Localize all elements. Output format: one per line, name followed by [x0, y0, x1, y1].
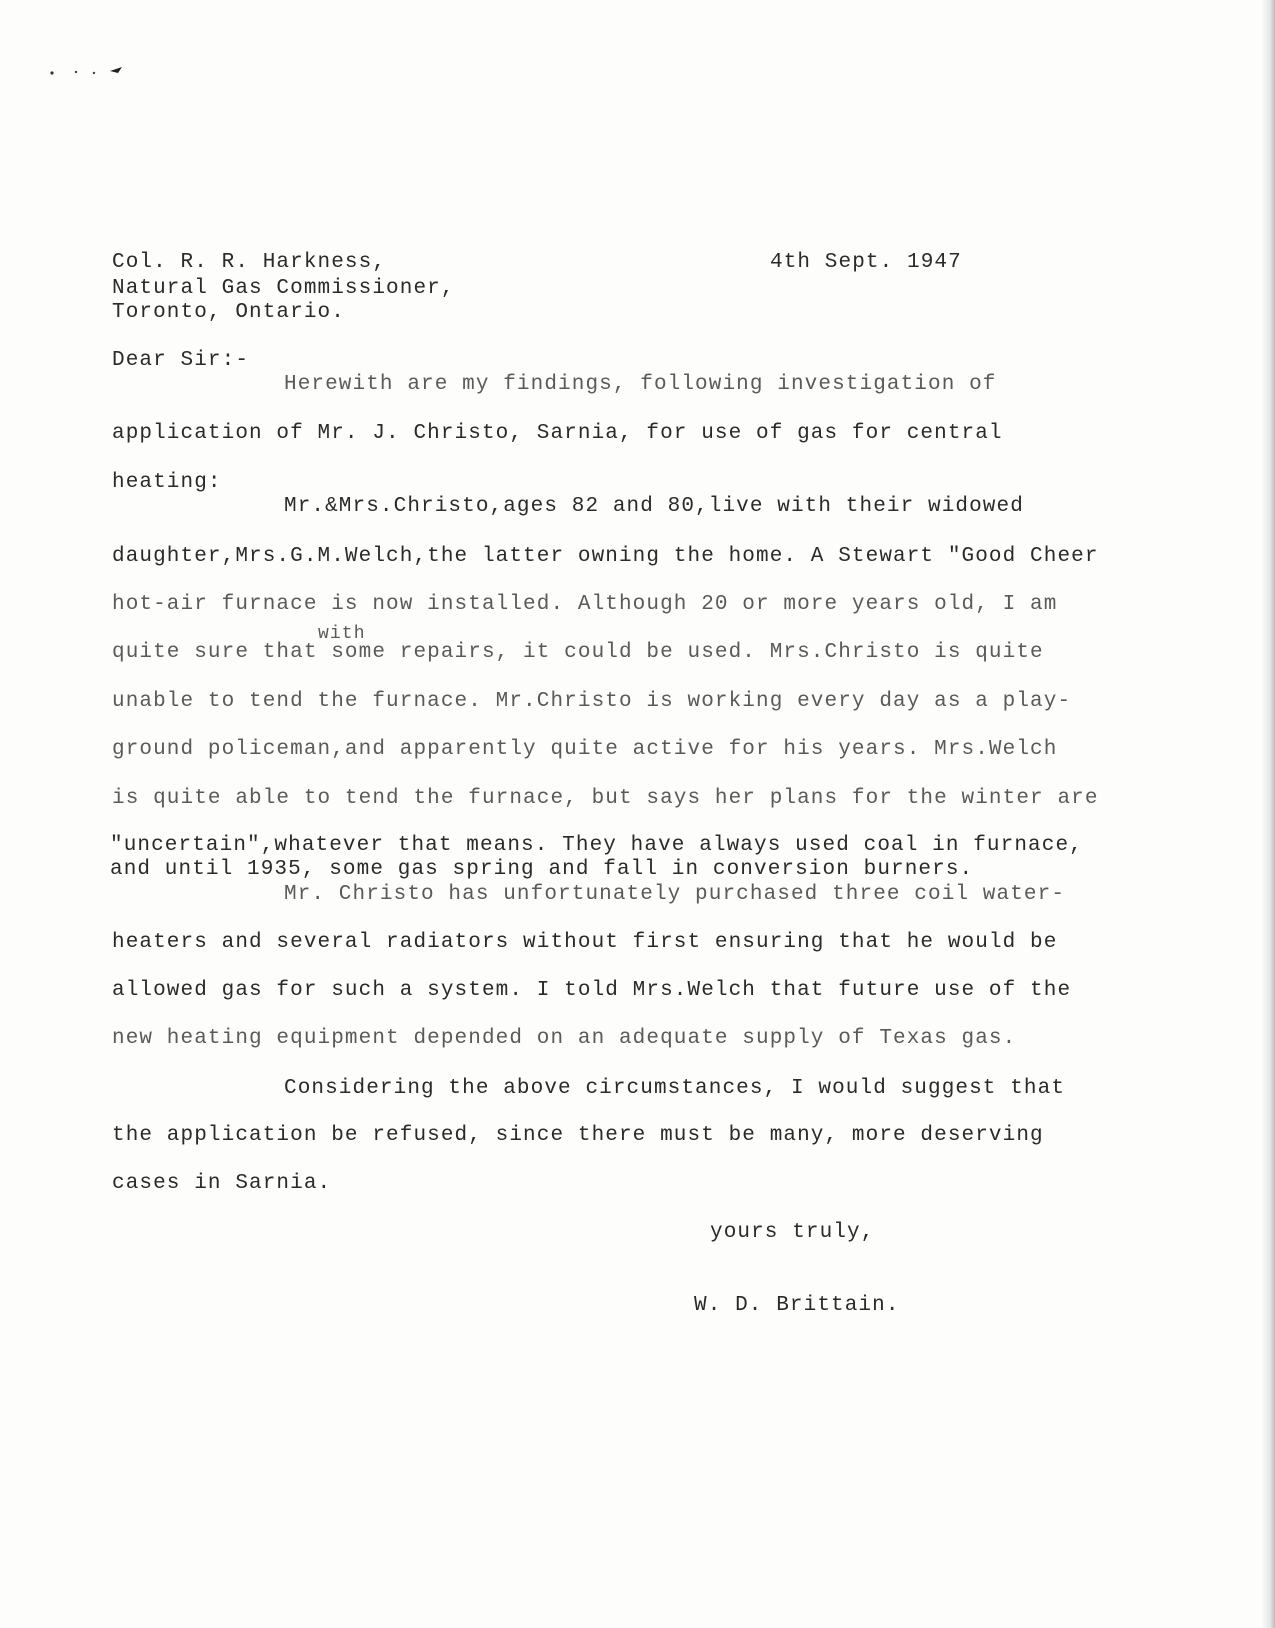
body-line: application of Mr. J. Christo, Sarnia, for use of gas for central	[112, 422, 1003, 445]
recipient-name: Col. R. R. Harkness,	[112, 251, 387, 274]
closing: yours truly,	[710, 1221, 875, 1244]
body-line: is quite able to tend the furnace, but says her plans for the winter are	[112, 787, 1099, 810]
body-line: ground policeman,and apparently quite active for his years. Mrs.Welch	[112, 738, 1058, 761]
letter-date: 4th Sept. 1947	[770, 251, 962, 274]
body-line: heating:	[112, 471, 222, 494]
body-line: Mr.&Mrs.Christo,ages 82 and 80,live with their widowed	[284, 495, 1024, 518]
body-line: Considering the above circumstances, I would suggest that	[284, 1077, 1066, 1100]
body-line: hot-air furnace is now installed. Although 20 or more years old, I am	[112, 593, 1058, 616]
body-line: heaters and several radiators without first ensuring that he would be	[112, 931, 1058, 954]
body-line: unable to tend the furnace. Mr.Christo is working every day as a play-	[112, 690, 1072, 713]
body-line: and until 1935, some gas spring and fall in conversion burners.	[110, 858, 974, 881]
salutation: Dear Sir:-	[112, 349, 250, 372]
interlinear-insertion: with	[318, 624, 366, 644]
body-line: the application be refused, since there must be many, more deserving	[112, 1124, 1044, 1147]
body-line: "uncertain",whatever that means. They have always used coal in furnace,	[110, 834, 1083, 857]
body-line: daughter,Mrs.G.M.Welch,the latter owning the home. A Stewart "Good Cheer	[112, 545, 1099, 568]
body-line: Herewith are my findings, following investigation of	[284, 373, 997, 396]
signature: W. D. Brittain.	[694, 1294, 900, 1317]
body-line: allowed gas for such a system. I told Mrs.Welch that future use of the	[112, 979, 1072, 1002]
body-line: cases in Sarnia.	[112, 1172, 332, 1195]
recipient-title: Natural Gas Commissioner,	[112, 277, 455, 300]
body-line: quite sure that some repairs, it could be used. Mrs.Christo is quite	[112, 641, 1044, 664]
body-line: new heating equipment depended on an adequate supply of Texas gas.	[112, 1027, 1017, 1050]
body-line: Mr. Christo has unfortunately purchased three coil water-	[284, 883, 1066, 906]
recipient-location: Toronto, Ontario.	[112, 301, 345, 324]
